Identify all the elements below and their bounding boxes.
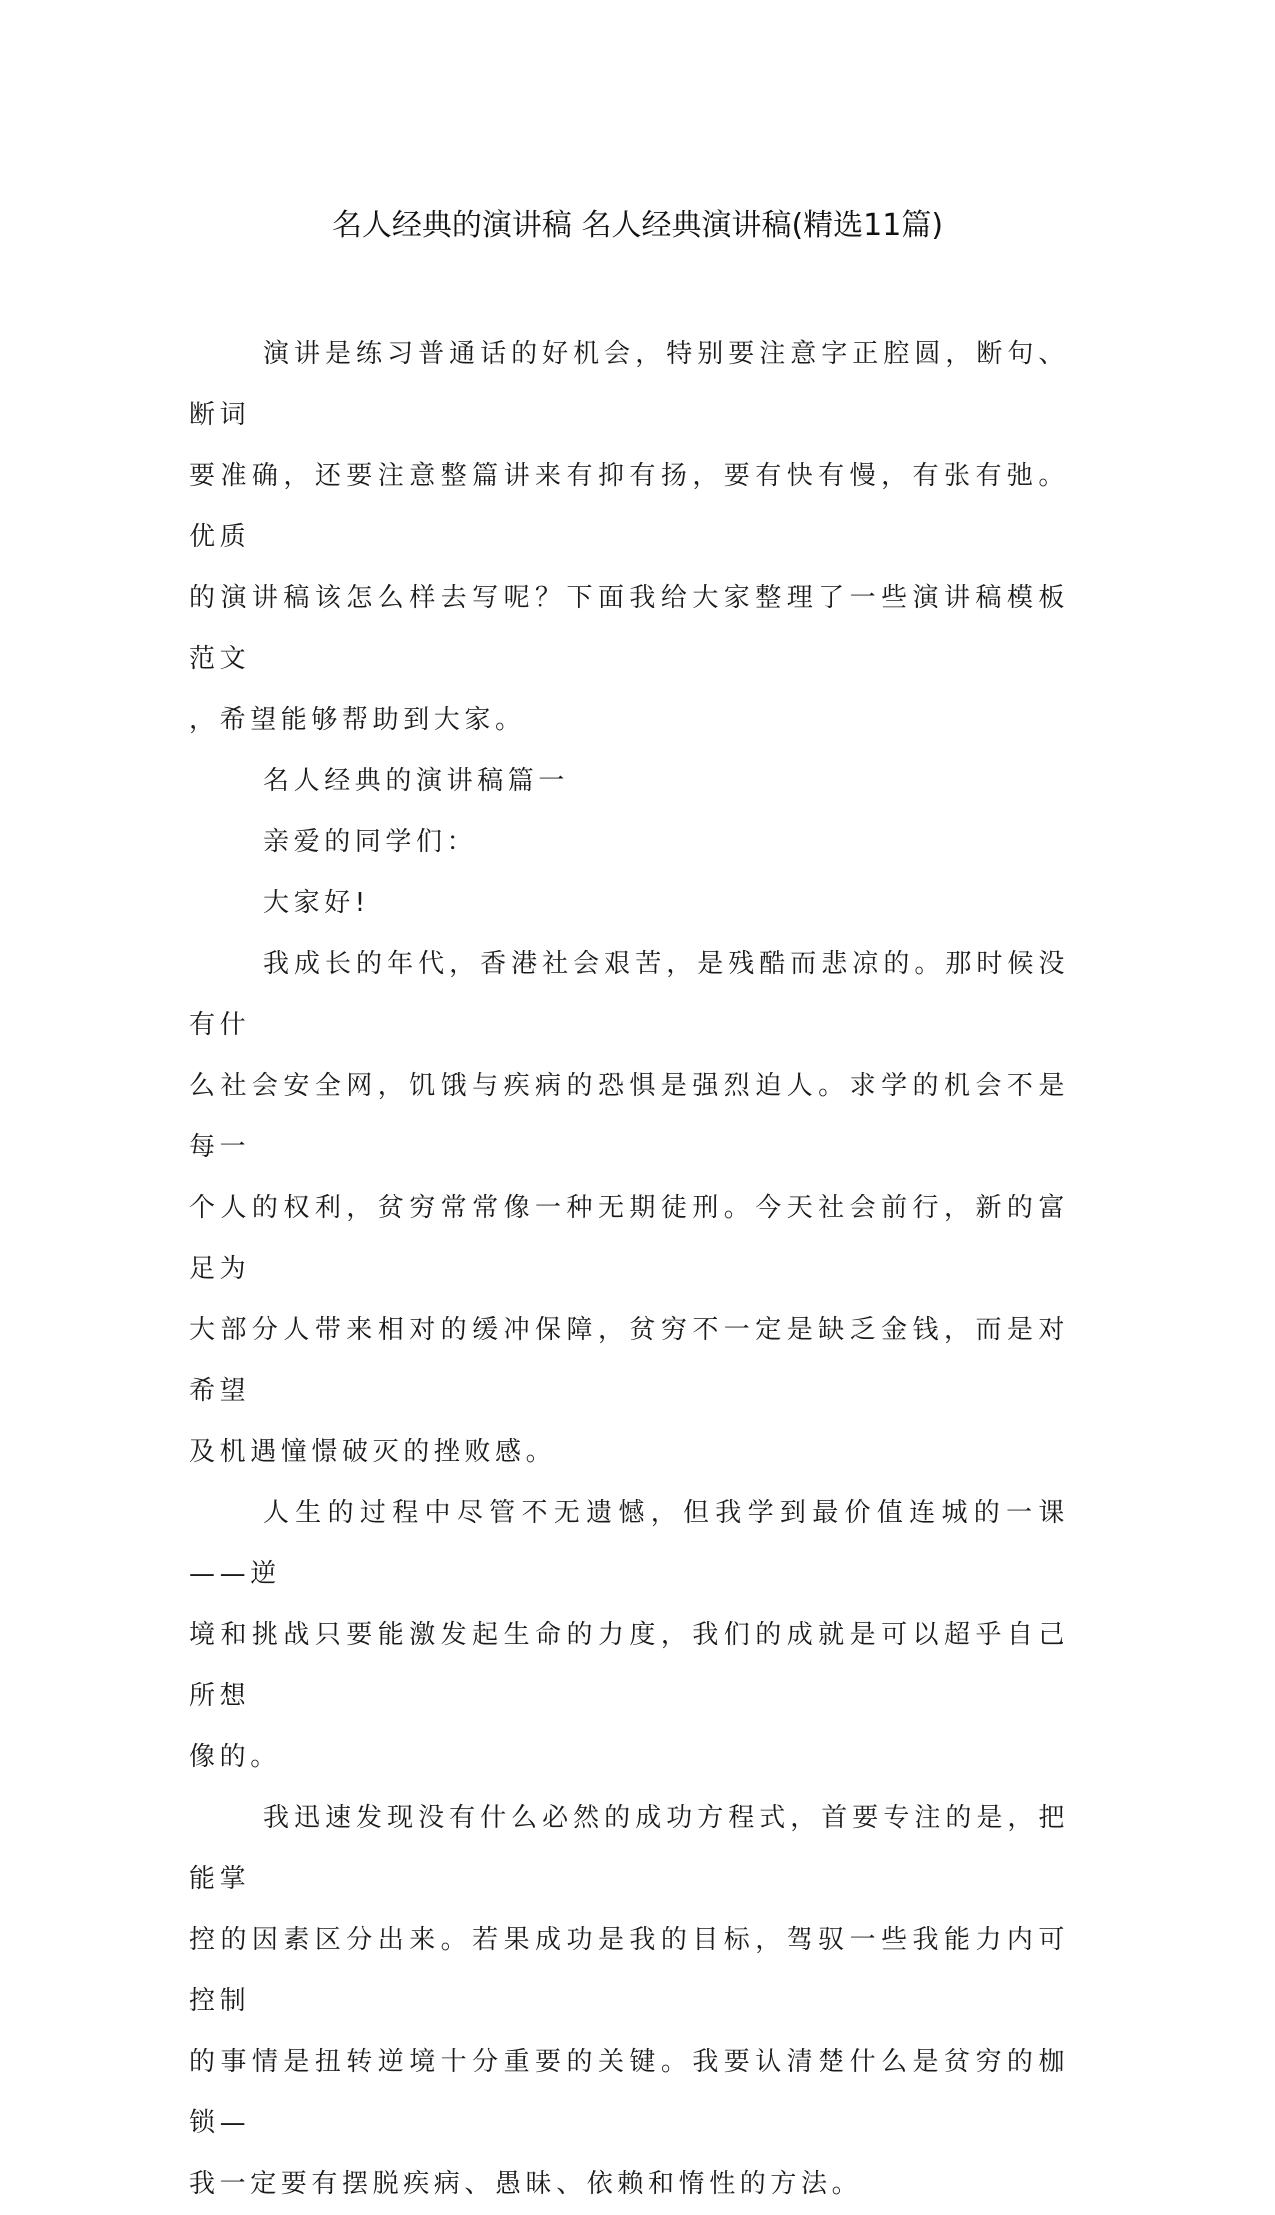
text-line: 我成长的年代，香港社会艰苦，是残酷而悲凉的。那时候没有什: [189, 949, 1069, 1040]
text-line: 要准确，还要注意整篇讲来有抑有扬，要有快有慢，有张有弛。优质: [189, 461, 1069, 552]
text-line: 大家好!: [263, 888, 370, 918]
text-line: 的事情是扭转逆境十分重要的关键。我要认清楚什么是贫穷的枷锁—: [189, 2047, 1069, 2138]
text-line: 像的。: [189, 1742, 281, 1772]
text-line: ，希望能够帮助到大家。: [189, 705, 526, 735]
text-line: 人生的过程中尽管不无遗憾，但我学到最价值连城的一课——逆: [189, 1498, 1069, 1589]
text-line: 境和挑战只要能激发起生命的力度，我们的成就是可以超乎自己所想: [189, 1620, 1069, 1711]
salutation: [189, 812, 1069, 873]
greeting: [189, 873, 1069, 934]
text-line: 么社会安全网，饥饿与疾病的恐惧是强烈迫人。求学的机会不是每一: [189, 1071, 1069, 1162]
paragraph-body: [189, 934, 1069, 1483]
text-line: 控的因素区分出来。若果成功是我的目标，驾驭一些我能力内可控制: [189, 1925, 1069, 2016]
text-line: 演讲是练习普通话的好机会，特别要注意字正腔圆，断句、断词: [189, 339, 1069, 430]
paragraph-intro: [189, 324, 1069, 751]
document-title: 名人经典的演讲稿 名人经典演讲稿(精选11篇): [331, 208, 944, 243]
document-body: [189, 324, 1069, 2215]
paragraph-body: [189, 1483, 1069, 1788]
paragraph-body: [189, 1788, 1069, 2215]
text-line: 个人的权利，贫穷常常像一种无期徒刑。今天社会前行，新的富足为: [189, 1193, 1069, 1284]
text-line: 及机遇憧憬破灭的挫败感。: [189, 1437, 557, 1467]
text-line: 我一定要有摆脱疾病、愚昧、依赖和惰性的方法。: [189, 2169, 863, 2199]
text-line: 我迅速发现没有什么必然的成功方程式，首要专注的是，把能掌: [189, 1803, 1069, 1894]
text-line: 的演讲稿该怎么样去写呢？下面我给大家整理了一些演讲稿模板范文: [189, 583, 1069, 674]
section-heading: [189, 751, 1069, 812]
text-line: 名人经典的演讲稿篇一: [263, 766, 570, 796]
text-line: 亲爱的同学们：: [263, 827, 478, 857]
text-line: 大部分人带来相对的缓冲保障，贫穷不一定是缺乏金钱，而是对希望: [189, 1315, 1069, 1406]
